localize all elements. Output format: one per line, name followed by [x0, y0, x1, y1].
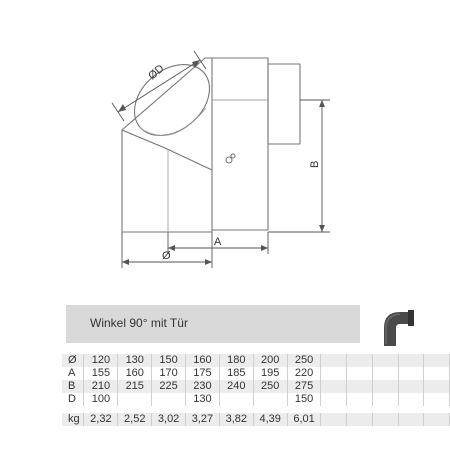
table-cell [347, 354, 373, 367]
table-cell [424, 380, 450, 393]
product-title: Winkel 90° mit Tür [90, 316, 188, 330]
elbow-middle-section [122, 58, 212, 170]
table-cell: 170 [152, 367, 186, 380]
table-cell: 2,32 [84, 413, 118, 426]
table-cell: 155 [84, 367, 118, 380]
table-cell: 250 [253, 380, 287, 393]
table-cell [372, 413, 398, 426]
table-cell [347, 393, 373, 406]
table-cell: 130 [118, 354, 152, 367]
table-cell [253, 393, 287, 406]
table-row [62, 380, 450, 393]
row-label: Ø [62, 354, 84, 367]
table-cell: 220 [287, 367, 321, 380]
table-cell: 4,39 [253, 413, 287, 426]
table-cell [398, 413, 424, 426]
table-cell [372, 393, 398, 406]
table-cell [372, 380, 398, 393]
elbow-upper-section [212, 58, 268, 230]
table-cell [398, 354, 424, 367]
table-cell: 6,01 [287, 413, 321, 426]
table-cell [321, 413, 347, 426]
product-title-bar [66, 305, 360, 343]
table-cell: 195 [253, 367, 287, 380]
table-cell: 100 [84, 393, 118, 406]
table-cell [424, 413, 450, 426]
table-cell: 250 [287, 354, 321, 367]
table-cell [347, 413, 373, 426]
door-handle [226, 157, 232, 163]
table-cell: 275 [287, 380, 321, 393]
table-cell [118, 393, 152, 406]
table-cell [321, 393, 347, 406]
dimensions-table [62, 354, 450, 426]
table-cell: 185 [219, 367, 253, 380]
od-label: ØD [146, 62, 167, 83]
table-cell [424, 367, 450, 380]
table-cell: 2,52 [118, 413, 152, 426]
elbow-pipe-icon [370, 300, 420, 350]
table-spacer [62, 406, 450, 413]
table-cell: 210 [84, 380, 118, 393]
row-label: B [62, 380, 84, 393]
inspection-door [121, 50, 224, 150]
table-cell: 240 [219, 380, 253, 393]
table-row [62, 393, 450, 406]
table-cell [347, 367, 373, 380]
table-cell [219, 393, 253, 406]
row-label: kg [62, 413, 84, 426]
table-cell: 160 [186, 354, 220, 367]
table-cell: 3,02 [152, 413, 186, 426]
table-cell: 160 [118, 367, 152, 380]
row-label: A [62, 367, 84, 380]
table-cell: 175 [186, 367, 220, 380]
table-cell: 150 [287, 393, 321, 406]
table-cell: 215 [118, 380, 152, 393]
table-cell: 200 [253, 354, 287, 367]
table-cell: 3,82 [219, 413, 253, 426]
table-cell [424, 393, 450, 406]
table-cell [321, 380, 347, 393]
weight-row [62, 413, 450, 426]
door-inner-arc [140, 108, 206, 136]
elbow-bottom-section [122, 130, 212, 232]
table-cell [398, 367, 424, 380]
table-cell [321, 354, 347, 367]
b-label: B [309, 160, 321, 168]
row-label: D [62, 393, 84, 406]
table-cell [398, 380, 424, 393]
table-cell: 180 [219, 354, 253, 367]
table-cell: 225 [152, 380, 186, 393]
table-row [62, 367, 450, 380]
table-cell [424, 354, 450, 367]
table-cell [321, 367, 347, 380]
table-cell [372, 354, 398, 367]
table-cell: 150 [152, 354, 186, 367]
table-cell [152, 393, 186, 406]
a-label: A [214, 236, 222, 248]
table-cell: 230 [186, 380, 220, 393]
o-label: Ø [162, 250, 171, 262]
table-cell [372, 367, 398, 380]
table-cell [398, 393, 424, 406]
table-cell: 130 [186, 393, 220, 406]
table-row [62, 354, 450, 367]
table-cell: 120 [84, 354, 118, 367]
outlet-sleeve [268, 64, 300, 144]
table-cell: 3,27 [186, 413, 220, 426]
table-cell [347, 380, 373, 393]
